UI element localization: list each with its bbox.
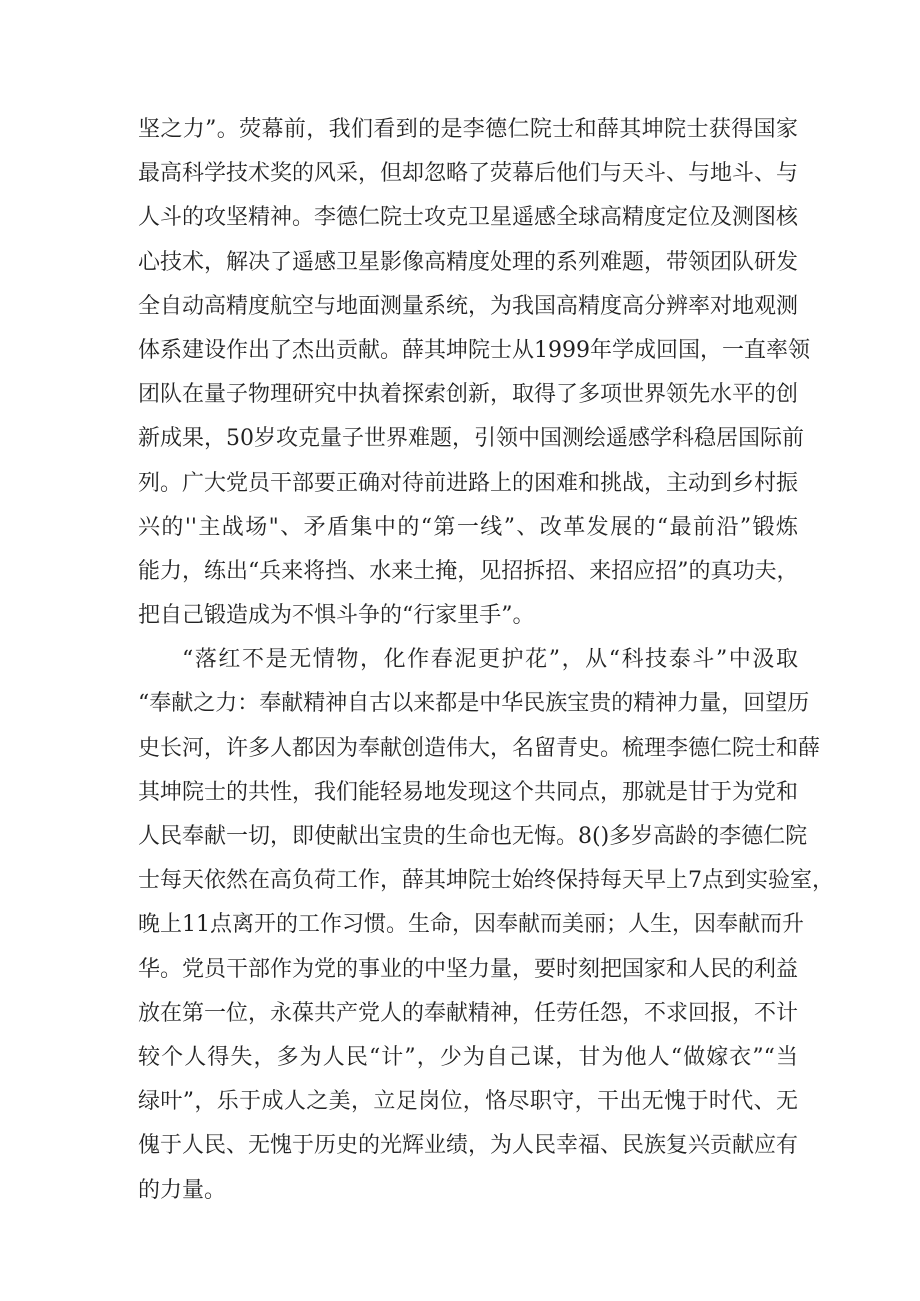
text-line: 心技术，解决了遥感卫星影像高精度处理的系列难题，带领团队研发: [138, 249, 799, 275]
text-line: 团队在量子物理研究中执着探索创新，取得了多项世界领先水平的创: [138, 382, 799, 408]
body-text: [138, 108, 834, 1213]
text-line: 较个人得失，多为人民“计”，少为自己谋，甘为他人“做嫁衣”“当: [138, 1044, 798, 1070]
text-line: 华。党员干部作为党的事业的中坚力量，要时刻把国家和人民的利益: [138, 956, 799, 982]
text-line: 全自动高精度航空与地面测量系统，为我国高精度高分辨率对地观测: [138, 293, 799, 319]
text-line: 坚之力”。荧幕前，我们看到的是李德仁院士和薛其坤院士获得国家: [138, 117, 798, 142]
text-line: 最高科学技术奖的风采，但却忽略了荧幕后他们与天斗、与地斗、与: [138, 161, 799, 187]
text-line: 体系建设作出了杰出贡献。薛其坤院士从1999年学成回国，一直率领: [138, 337, 810, 363]
text-line: 士每天依然在高负荷工作，薛其坤院士始终保持每天早上7点到实验室，: [138, 868, 834, 894]
text-line: 能力，练出“兵来将挡、水来土掩，见招拆招、来招应招”的真功夫，: [138, 558, 799, 584]
text-line: 人斗的攻坚精神。李德仁院士攻克卫星遥感全球高精度定位及测图核: [138, 205, 799, 231]
text-line: 史长河，许多人都因为奉献创造伟大，名留青史。梳理李德仁院士和薛: [138, 735, 821, 761]
paragraph-first-line: “落红不是无情物，化作春泥更护花”，从“科技泰斗”中汲取: [182, 647, 798, 673]
text-line: 晚上11点离开的工作习惯。生命，因奉献而美丽；人生，因奉献而升: [138, 912, 804, 938]
text-line: 其坤院士的共性，我们能轻易地发现这个共同点，那就是甘于为党和: [138, 779, 799, 805]
text-line: 放在第一位，永葆共产党人的奉献精神，任劳任怨，不求回报，不计: [138, 1000, 799, 1026]
text-line: 新成果，50岁攻克量子世界难题，引领中国测绘遥感学科稳居国际前: [138, 426, 804, 452]
text-line: 把自己锻造成为不惧斗争的“行家里手”。: [138, 603, 535, 629]
text-line: 人民奉献一切，即使献出宝贵的生命也无悔。8()多岁高龄的李德仁院: [138, 824, 808, 849]
text-line: 傀于人民、无愧于历史的光辉业绩，为人民幸福、民族复兴贡献应有: [138, 1133, 799, 1159]
text-line: “奉献之力：奉献精神自古以来都是中华民族宝贵的精神力量，回望历: [138, 691, 810, 717]
text-line: 的力量。: [138, 1177, 227, 1203]
text-line: 兴的''主战场"、矛盾集中的“第一线”、改革发展的“最前沿”锻炼: [138, 514, 798, 540]
text-line: 列。广大党员干部要正确对待前进路上的困难和挑战，主动到乡村振: [138, 470, 799, 496]
text-line: 绿叶”，乐于成人之美，立足岗位，恪尽职守，干出无愧于时代、无: [138, 1089, 798, 1115]
